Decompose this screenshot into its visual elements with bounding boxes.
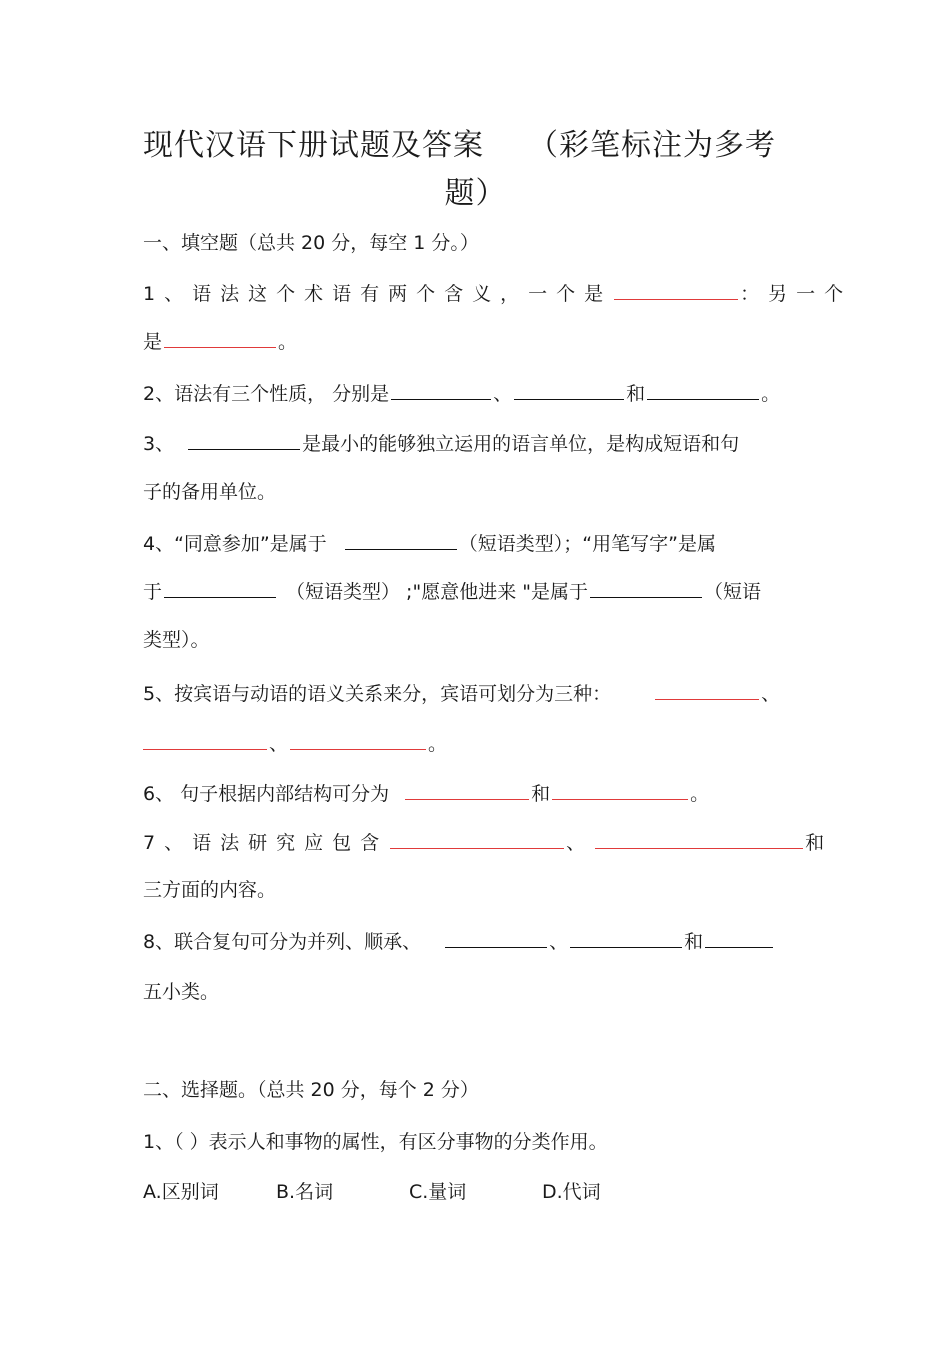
blank — [647, 381, 759, 400]
section1-heading: 一、填空题（总共 20 分，每空 1 分。） — [143, 232, 479, 254]
option-b[interactable]: B.名词 — [276, 1181, 334, 1203]
q6-line: 6、 句子根据内部结构可分为 和 。 — [143, 783, 710, 805]
blank — [391, 381, 491, 400]
blank — [164, 579, 276, 598]
option-a[interactable]: A.区别词 — [143, 1181, 219, 1203]
title-note-end: 题） — [444, 176, 507, 211]
q1-line2: 是 。 — [143, 331, 298, 353]
q2-line: 2、语法有三个性质， 分别是 、 和 。 — [143, 383, 781, 405]
answer-blank — [164, 329, 276, 348]
blank — [570, 929, 682, 948]
option-d[interactable]: D.代词 — [542, 1181, 601, 1203]
q8-line2: 五小类。 — [143, 981, 220, 1003]
answer-blank — [390, 830, 564, 849]
q4-line3: 类型）。 — [143, 629, 210, 651]
option-c[interactable]: C.量词 — [409, 1181, 467, 1203]
answer-blank — [143, 731, 267, 750]
q8-line1: 8、联合复句可分为并列、顺承、 、 和 — [143, 928, 808, 956]
answer-blank — [595, 830, 803, 849]
answer-blank — [655, 681, 759, 700]
mc-q1-options — [143, 1178, 808, 1206]
q7-line1: 7、语法研究应包含 、 和 — [143, 832, 825, 854]
q3-line2: 子的备用单位。 — [143, 481, 277, 503]
answer-blank — [552, 781, 688, 800]
blank — [705, 929, 773, 948]
q7-line2: 三方面的内容。 — [143, 879, 277, 901]
blank — [590, 579, 702, 598]
q3-line1: 3、 是最小的能够独立运用的语言单位，是构成短语和句 — [143, 433, 740, 455]
title-note: （彩笔标注为多考 — [528, 128, 776, 163]
document-title — [143, 122, 808, 218]
q5-line2: 、 。 — [143, 730, 808, 758]
blank — [445, 929, 547, 948]
answer-blank — [290, 731, 426, 750]
q4-line2: 于 （短语类型） ;"愿意他进来 "是属于 （短语 — [143, 581, 761, 603]
blank — [345, 531, 457, 550]
q5-line1: 5、按宾语与动语的语义关系来分，宾语可划分为三种： 、 — [143, 683, 781, 705]
answer-blank — [614, 281, 738, 300]
q1-line1: 1、语法这个术语有两个含义，一个是 ：另一个 — [143, 283, 853, 305]
blank — [188, 431, 300, 450]
mc-q1-stem: 1、（ ）表示人和事物的属性，有区分事物的分类作用。 — [143, 1131, 608, 1153]
title-main: 现代汉语下册试题及答案 — [143, 128, 484, 163]
blank — [514, 381, 624, 400]
answer-blank — [405, 781, 529, 800]
q4-line1: 4、“同意参加”是属于 （短语类型）；“用笔写字”是属 — [143, 533, 716, 555]
section2-heading: 二、选择题。（总共 20 分，每个 2 分） — [143, 1079, 479, 1101]
